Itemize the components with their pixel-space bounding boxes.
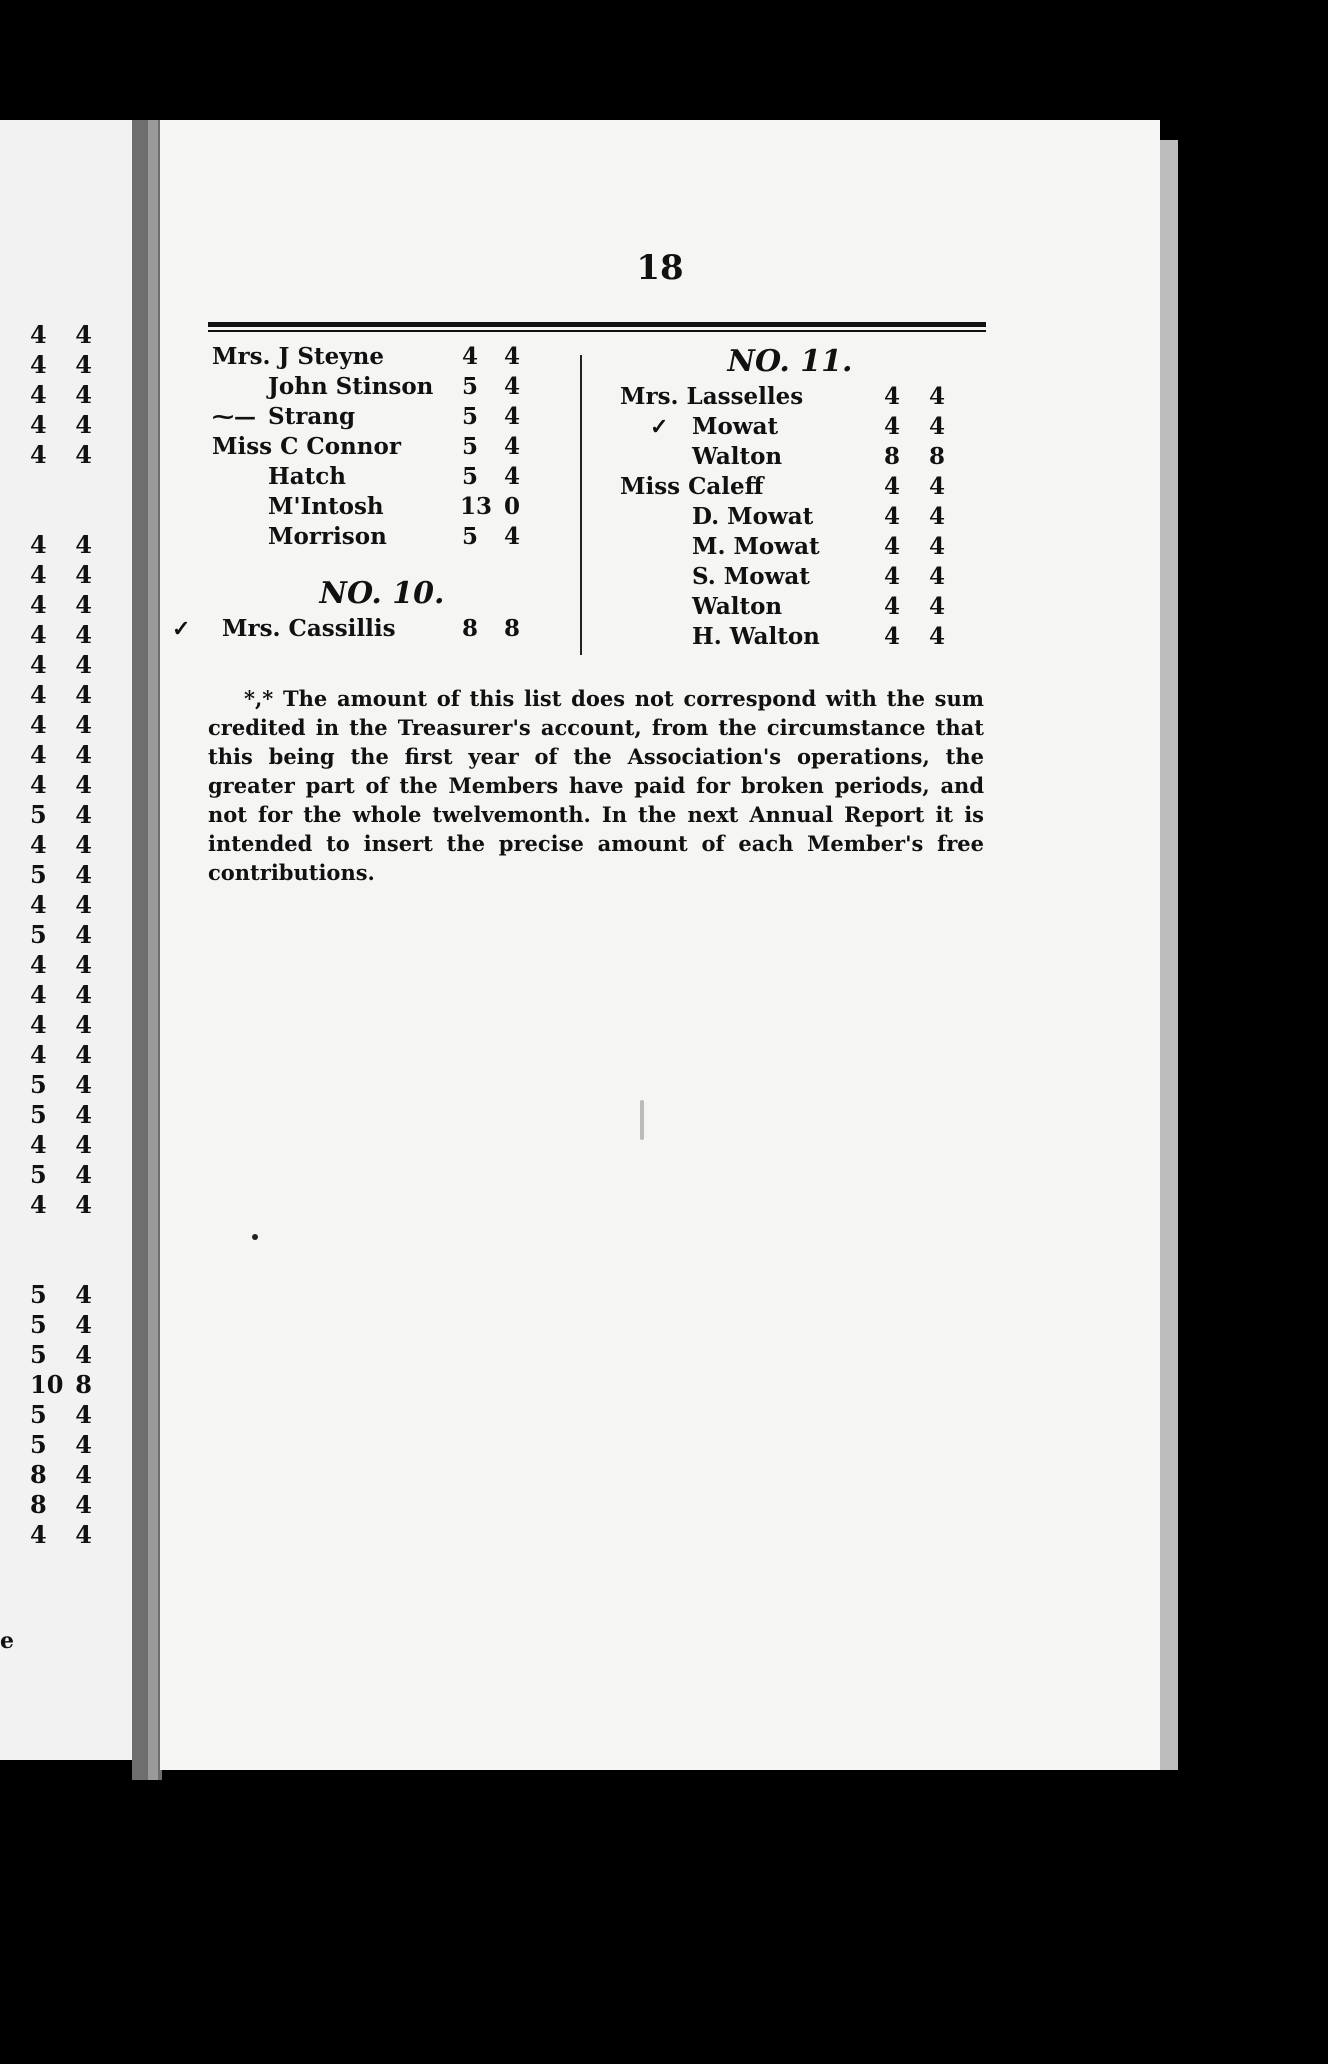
page-edge — [1160, 140, 1178, 1770]
left-page-value: 4 — [75, 800, 92, 829]
left-page-row — [30, 980, 92, 1010]
list-entry — [620, 412, 1000, 442]
left-page-value: 4 — [30, 680, 47, 709]
left-page-value: 4 — [75, 1460, 92, 1489]
member-name: Mrs. J Steyne — [212, 343, 385, 370]
left-page-row — [30, 710, 92, 740]
amount-second: 4 — [928, 563, 945, 590]
left-page-value: 4 — [30, 950, 47, 979]
left-page-value: 4 — [75, 1040, 92, 1069]
left-page-value: 5 — [30, 1340, 47, 1369]
amount-second: 4 — [928, 473, 945, 500]
left-page-value: 4 — [30, 410, 47, 439]
amount-first: 5 — [461, 373, 478, 400]
list-entry — [620, 382, 1000, 412]
member-name: Hatch — [268, 463, 346, 490]
ink-mark — [640, 1100, 644, 1140]
amount-first: 4 — [883, 383, 900, 410]
member-name: D. Mowat — [692, 503, 814, 530]
section-heading-no-10: NO. 10. — [319, 576, 445, 611]
amount-second: 4 — [928, 503, 945, 530]
left-page-value: 4 — [75, 1490, 92, 1519]
left-page-value: 4 — [30, 1190, 47, 1219]
amount-first: 4 — [883, 503, 900, 530]
left-page-row — [30, 950, 92, 980]
left-page-value: 4 — [75, 1400, 92, 1429]
left-page-row — [30, 830, 92, 860]
left-page-value: 5 — [30, 1100, 47, 1129]
left-page-row — [30, 560, 92, 590]
left-page-row — [30, 620, 92, 650]
amount-first: 4 — [883, 593, 900, 620]
left-page-value: 4 — [75, 950, 92, 979]
left-page-fragment — [0, 120, 132, 1760]
list-entry — [212, 372, 552, 402]
left-column-list — [172, 342, 552, 644]
left-page-row — [30, 380, 92, 410]
left-page-value: 4 — [75, 1340, 92, 1369]
member-name: Walton — [692, 593, 783, 620]
left-page-values — [30, 320, 120, 1550]
list-entry — [212, 432, 552, 462]
left-page-row — [30, 740, 92, 770]
book-page — [160, 120, 1160, 1770]
left-page-value: 4 — [30, 620, 47, 649]
left-page-row — [30, 770, 92, 800]
left-page-value: 4 — [30, 890, 47, 919]
left-page-value: 4 — [75, 320, 92, 349]
list-entry — [212, 522, 552, 552]
member-name: Strang — [268, 403, 356, 430]
left-page-row — [30, 1190, 92, 1220]
left-page-row — [30, 410, 92, 440]
left-page-value: 4 — [75, 1130, 92, 1159]
left-page-value: 4 — [75, 740, 92, 769]
left-page-row — [30, 1340, 92, 1370]
left-page-value: 4 — [30, 710, 47, 739]
left-page-value: 5 — [30, 1160, 47, 1189]
amount-second: 8 — [503, 615, 520, 642]
left-page-value: 5 — [30, 1400, 47, 1429]
amount-first: 4 — [883, 533, 900, 560]
left-page-value: 4 — [30, 1010, 47, 1039]
list-entry — [212, 462, 552, 492]
list-entry — [620, 562, 1000, 592]
amount-first: 5 — [461, 403, 478, 430]
list-entry — [172, 614, 552, 644]
amount-second: 0 — [503, 493, 520, 520]
left-page-row — [30, 1070, 92, 1100]
left-page-value: 4 — [75, 1280, 92, 1309]
left-page-value: 10 — [30, 1370, 64, 1399]
left-page-row — [30, 890, 92, 920]
left-page-value: 4 — [30, 320, 47, 349]
pencil-tick-icon: ✓ — [172, 616, 191, 642]
amount-first: 4 — [883, 563, 900, 590]
list-entry — [620, 622, 1000, 652]
list-entry — [212, 402, 552, 432]
left-page-value: 4 — [30, 590, 47, 619]
left-page-value: 4 — [75, 770, 92, 799]
amount-first: 5 — [461, 433, 478, 460]
amount-second: 4 — [928, 623, 945, 650]
row-gap — [30, 470, 120, 530]
left-page-row — [30, 1040, 92, 1070]
left-page-value: 4 — [75, 440, 92, 469]
left-page-value: 4 — [30, 350, 47, 379]
member-name: Mrs. Cassillis — [222, 615, 396, 642]
amount-first: 4 — [883, 623, 900, 650]
page-number: 18 — [636, 248, 684, 288]
left-page-value: 4 — [30, 530, 47, 559]
left-page-value: 4 — [75, 1010, 92, 1039]
left-page-row — [30, 1130, 92, 1160]
left-page-value: 4 — [30, 1130, 47, 1159]
list-entry — [620, 442, 1000, 472]
member-name: Morrison — [268, 523, 387, 550]
left-page-row — [30, 350, 92, 380]
left-page-value: 5 — [30, 800, 47, 829]
left-page-value: 8 — [75, 1370, 92, 1399]
member-name: John Stinson — [268, 373, 434, 400]
left-page-value: 4 — [30, 980, 47, 1009]
amount-first: 4 — [883, 413, 900, 440]
list-entry — [620, 532, 1000, 562]
left-page-value: 4 — [75, 650, 92, 679]
amount-second: 8 — [928, 443, 945, 470]
amount-first: 4 — [883, 473, 900, 500]
ink-dot — [252, 1234, 258, 1240]
header-rule-thin — [208, 330, 986, 332]
pencil-tick-icon: ⁓— — [212, 404, 256, 430]
amount-second: 4 — [503, 523, 520, 550]
amount-first: 8 — [461, 615, 478, 642]
left-page-value: 4 — [75, 1520, 92, 1549]
row-gap — [30, 1220, 120, 1280]
left-page-row — [30, 680, 92, 710]
left-page-value: 4 — [75, 620, 92, 649]
list-entry — [212, 342, 552, 372]
left-page-value: 5 — [30, 1280, 47, 1309]
left-page-value: 8 — [30, 1460, 47, 1489]
left-page-value: 4 — [75, 1160, 92, 1189]
left-page-row — [30, 1400, 92, 1430]
left-page-value: 4 — [30, 1520, 47, 1549]
amount-second: 4 — [503, 343, 520, 370]
footnote-text: *,* The amount of this list does not correspond with the sum credited in the Treasurer's account, from the circumstance that this being the first year of the Association's operations, the greater part of the Members have paid for broken periods, and not for the whole twelvemonth. In the next Annual Report it is intended to insert the precise amount of each Member's free contributions. — [208, 686, 984, 885]
left-page-value: 4 — [75, 830, 92, 859]
left-page-value: 4 — [75, 680, 92, 709]
left-page-value: 4 — [30, 380, 47, 409]
left-page-row — [30, 1010, 92, 1040]
left-page-value: 4 — [75, 1070, 92, 1099]
left-page-row — [30, 590, 92, 620]
book-gutter-shadow — [148, 120, 158, 1780]
footnote-paragraph — [208, 684, 984, 887]
list-entry — [620, 502, 1000, 532]
pencil-tick-icon: ✓ — [650, 414, 669, 440]
list-entry — [212, 492, 552, 522]
member-name: Walton — [692, 443, 783, 470]
member-name: Miss Caleff — [620, 473, 764, 500]
left-page-value: 4 — [75, 530, 92, 559]
left-page-value: 5 — [30, 920, 47, 949]
amount-second: 4 — [503, 373, 520, 400]
left-page-row — [30, 860, 92, 890]
amount-second: 4 — [503, 463, 520, 490]
amount-second: 4 — [928, 593, 945, 620]
left-page-row — [30, 1370, 92, 1400]
margin-letter: e — [0, 1628, 14, 1654]
left-page-row — [30, 1160, 92, 1190]
left-page-value: 4 — [30, 1040, 47, 1069]
left-page-value: 4 — [75, 350, 92, 379]
member-name: H. Walton — [692, 623, 820, 650]
left-page-row — [30, 1100, 92, 1130]
left-page-value: 4 — [30, 830, 47, 859]
left-page-value: 4 — [30, 440, 47, 469]
left-page-value: 4 — [75, 890, 92, 919]
section-heading-no-11: NO. 11. — [727, 344, 853, 379]
list-entry — [620, 472, 1000, 502]
left-page-value: 5 — [30, 1070, 47, 1099]
left-page-value: 4 — [75, 1100, 92, 1129]
list-entry — [620, 592, 1000, 622]
left-page-value: 4 — [75, 1190, 92, 1219]
left-page-row — [30, 320, 92, 350]
left-page-value: 4 — [30, 740, 47, 769]
left-page-value: 4 — [75, 860, 92, 889]
left-page-value: 4 — [75, 1310, 92, 1339]
left-page-value: 4 — [75, 590, 92, 619]
left-page-value: 4 — [75, 380, 92, 409]
left-page-value: 4 — [75, 710, 92, 739]
left-page-value: 4 — [75, 1430, 92, 1459]
amount-second: 4 — [928, 413, 945, 440]
left-page-value: 5 — [30, 860, 47, 889]
left-page-row — [30, 650, 92, 680]
amount-first: 4 — [461, 343, 478, 370]
left-page-row — [30, 1430, 92, 1460]
amount-first: 5 — [461, 463, 478, 490]
amount-first: 8 — [883, 443, 900, 470]
left-page-row — [30, 440, 92, 470]
left-page-row — [30, 1490, 92, 1520]
member-name: Mrs. Lasselles — [620, 383, 804, 410]
member-name: M. Mowat — [692, 533, 820, 560]
left-page-row — [30, 800, 92, 830]
left-page-value: 4 — [75, 920, 92, 949]
amount-first: 13 — [460, 493, 493, 520]
left-page-value: 4 — [75, 980, 92, 1009]
left-page-value: 4 — [30, 650, 47, 679]
left-page-row — [30, 1460, 92, 1490]
header-rule — [208, 322, 986, 327]
left-page-row — [30, 1310, 92, 1340]
left-page-row — [30, 530, 92, 560]
left-page-row — [30, 1280, 92, 1310]
member-name: Miss C Connor — [212, 433, 401, 460]
amount-second: 4 — [503, 403, 520, 430]
member-name: M'Intosh — [268, 493, 384, 520]
amount-second: 4 — [503, 433, 520, 460]
left-page-value: 4 — [30, 770, 47, 799]
left-page-value: 4 — [75, 560, 92, 589]
member-name: Mowat — [692, 413, 779, 440]
left-page-value: 4 — [75, 410, 92, 439]
column-divider — [580, 355, 582, 655]
left-page-value: 4 — [30, 560, 47, 589]
left-page-value: 5 — [30, 1430, 47, 1459]
right-column-list — [620, 342, 1000, 652]
left-page-row — [30, 920, 92, 950]
member-name: S. Mowat — [692, 563, 810, 590]
left-page-value: 8 — [30, 1490, 47, 1519]
amount-second: 4 — [928, 533, 945, 560]
left-page-value: 5 — [30, 1310, 47, 1339]
amount-first: 5 — [461, 523, 478, 550]
left-page-row — [30, 1520, 92, 1550]
amount-second: 4 — [928, 383, 945, 410]
